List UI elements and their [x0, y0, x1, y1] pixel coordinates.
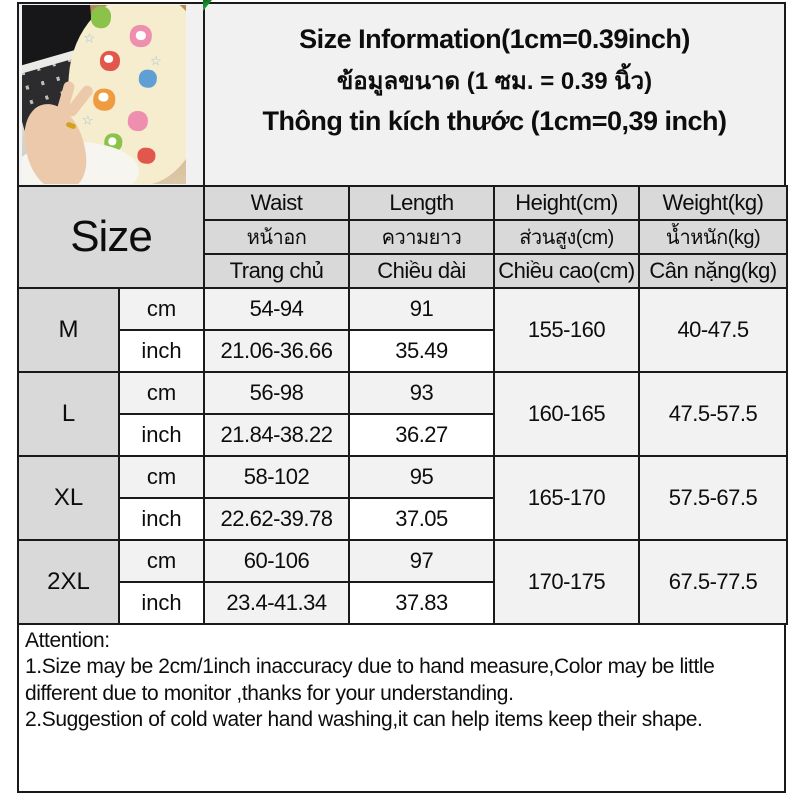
waist-inch-value: 23.4-41.34 [204, 582, 349, 624]
size-row-cm [18, 372, 787, 414]
length-cm-value: 93 [349, 372, 494, 414]
height-value: 165-170 [494, 456, 639, 540]
length-inch-value: 37.83 [349, 582, 494, 624]
weight-value: 40-47.5 [639, 288, 787, 372]
weight-value: 47.5-57.5 [639, 372, 787, 456]
length-cm-value: 97 [349, 540, 494, 582]
product-photo-cell [19, 4, 205, 185]
weight-value: 57.5-67.5 [639, 456, 787, 540]
size-info-title-block [205, 4, 784, 185]
size-row-cm [18, 288, 787, 330]
attention-box [17, 623, 786, 793]
height-value: 170-175 [494, 540, 639, 624]
header-weight-vi: Cân nặng(kg) [639, 254, 787, 288]
size-table-body [18, 288, 787, 624]
header-height-th: ส่วนสูง(cm) [494, 220, 639, 254]
height-value: 155-160 [494, 288, 639, 372]
header-waist-th: หน้าอก [204, 220, 349, 254]
waist-inch-value: 22.62-39.78 [204, 498, 349, 540]
header-weight-en: Weight(kg) [639, 186, 787, 220]
unit-inch-cell: inch [119, 330, 204, 372]
length-inch-value: 36.27 [349, 414, 494, 456]
length-cm-value: 91 [349, 288, 494, 330]
header-waist-en: Waist [204, 186, 349, 220]
attention-heading: Attention: [25, 629, 110, 652]
size-row-cm [18, 540, 787, 582]
top-section [17, 2, 786, 187]
unit-inch-cell: inch [119, 414, 204, 456]
waist-cm-value: 56-98 [204, 372, 349, 414]
size-info-title-en: Size Information(1cm=0.39inch) [299, 24, 690, 54]
size-label-cell: M [18, 288, 119, 372]
star-motif: ☆ [83, 30, 96, 46]
header-length-th: ความยาว [349, 220, 494, 254]
waist-cm-value: 60-106 [204, 540, 349, 582]
attention-note-2: 2.Suggestion of cold water hand washing,it can help items keep their shape. [25, 708, 703, 732]
size-table [17, 185, 788, 625]
unit-cm-cell: cm [119, 288, 204, 330]
waist-inch-value: 21.06-36.66 [204, 330, 349, 372]
product-photo [22, 5, 186, 184]
unit-cm-cell: cm [119, 372, 204, 414]
length-inch-value: 35.49 [349, 330, 494, 372]
length-inch-value: 37.05 [349, 498, 494, 540]
size-corner-label: Size [18, 186, 204, 288]
size-label-cell: XL [18, 456, 119, 540]
height-value: 160-165 [494, 372, 639, 456]
unit-inch-cell: inch [119, 582, 204, 624]
waist-cm-value: 58-102 [204, 456, 349, 498]
header-height-en: Height(cm) [494, 186, 639, 220]
size-row-cm [18, 456, 787, 498]
unit-cm-cell: cm [119, 540, 204, 582]
header-height-vi: Chiều cao(cm) [494, 254, 639, 288]
waist-inch-value: 21.84-38.22 [204, 414, 349, 456]
star-motif: ☆ [149, 52, 163, 69]
attention-note-1: 1.Size may be 2cm/1inch inaccuracy due to hand measure,Color may be little different due to monitor ,thanks for your understanding. [25, 655, 715, 705]
waist-cm-value: 54-94 [204, 288, 349, 330]
size-chart-sheet [17, 2, 786, 793]
size-info-title-th: ข้อมูลขนาด (1 ซม. = 0.39 นิ้ว) [336, 68, 653, 95]
length-cm-value: 95 [349, 456, 494, 498]
size-info-title-vi: Thông tin kích thước (1cm=0,39 inch) [262, 106, 727, 136]
weight-value: 67.5-77.5 [639, 540, 787, 624]
size-label-cell: L [18, 372, 119, 456]
header-length-vi: Chiều dài [349, 254, 494, 288]
header-weight-th: น้ำหนัก(kg) [639, 220, 787, 254]
header-waist-vi: Trang chủ [204, 254, 349, 288]
size-label-cell: 2XL [18, 540, 119, 624]
star-motif: ☆ [81, 112, 94, 128]
header-length-en: Length [349, 186, 494, 220]
unit-cm-cell: cm [119, 456, 204, 498]
unit-inch-cell: inch [119, 498, 204, 540]
